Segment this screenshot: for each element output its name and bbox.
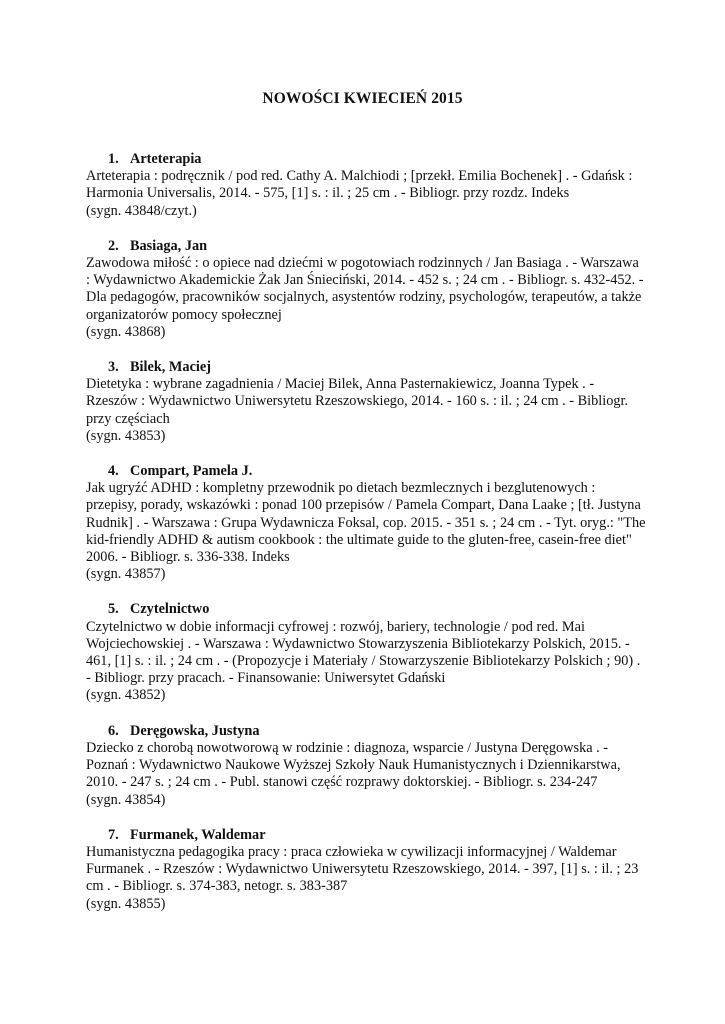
- entry-call-number: (sygn. 43854): [86, 791, 166, 808]
- entry-heading-text: Compart, Pamela J.: [130, 463, 253, 480]
- list-item: [86, 827, 646, 913]
- entry-list: [86, 151, 646, 931]
- entry-heading: [86, 238, 646, 255]
- list-item: [86, 601, 646, 704]
- entry-heading-text: Arteterapia: [130, 151, 202, 167]
- entry-call-number: (sygn. 43853): [86, 427, 166, 444]
- entry-heading: [86, 359, 646, 376]
- entry-number: 4.: [108, 463, 119, 480]
- entry-description: Dziecko z chorobą nowotworową w rodzinie : diagnoza, wsparcie / Justyna Deręgowska . - Poznań : Wydawnictwo Naukowe Wyższej Szkoły Nauk Humanistycznych i Dziennikarstwa, 2010. - 247 s. ; 24 cm . - Publ. stanowi część rozprawy doktorskiej. - Bibliogr. s. 234-247: [86, 739, 621, 791]
- entry-number: 7.: [108, 826, 119, 843]
- entry-number: 6.: [108, 722, 119, 739]
- entry-heading: [86, 601, 646, 618]
- entry-call-number: (sygn. 43852): [86, 687, 166, 704]
- entry-heading: [86, 723, 646, 740]
- entry-heading-text: Basiaga, Jan: [130, 237, 208, 254]
- list-item: [86, 238, 646, 341]
- entry-heading-text: Furmanek, Waldemar: [130, 826, 266, 843]
- entry-number: 1.: [108, 151, 119, 167]
- list-item: [86, 151, 646, 220]
- entry-number: 5.: [108, 601, 119, 618]
- list-item: [86, 723, 646, 809]
- entry-description: Dietetyka : wybrane zagadnienia / Maciej Bilek, Anna Pasternakiewicz, Joanna Typek . - Rzeszów : Wydawnictwo Uniwersytetu Rzeszowskiego, 2014. - 160 s. : il. ; 24 cm . - Bibliogr. przy częściach: [86, 376, 629, 427]
- entry-heading: [86, 827, 646, 844]
- entry-call-number: (sygn. 43857): [86, 566, 166, 583]
- page-title: NOWOŚCI KWIECIEŃ 2015: [262, 90, 463, 107]
- list-item: [86, 463, 646, 583]
- entry-call-number: (sygn. 43855): [86, 895, 166, 912]
- entry-description: Zawodowa miłość : o opiece nad dziećmi w pogotowiach rodzinnych / Jan Basiaga . - Warszawa : Wydawnictwo Akademickie Żak Jan Śnieciński, 2014. - 452 s. ; 24 cm . - Bibliogr. s. 432-452. - Dla pedagogów, pracowników socjalnych, asystentów rodziny, psychologów, terapeutów, a także organizatorów pomocy społecznej: [86, 255, 644, 323]
- list-item: [86, 359, 646, 445]
- entry-description: Jak ugryźć ADHD : kompletny przewodnik po dietach bezmlecznych i bezglutenowych : przepisy, porady, wskazówki : ponad 100 przepisów / Pamela Compart, Dana Laake ; [tł. Justyna Rudnik] . - Warszawa : Grupa Wydawnicza Foksal, cop. 2015. - 351 s. ; 24 cm . - Tyt. oryg.: "The kid-friendly ADHD & autism cookbook : the ultimate guide to the gluten-free, casein-free diet" 2006. - Bibliogr. s. 336-338. Indeks: [86, 480, 646, 566]
- entry-number: 3.: [108, 359, 119, 376]
- entry-heading: [86, 151, 646, 168]
- entry-call-number: (sygn. 43868): [86, 323, 166, 340]
- entry-heading-text: Deręgowska, Justyna: [130, 722, 260, 739]
- entry-heading-text: Czytelnictwo: [130, 601, 210, 618]
- entry-number: 2.: [108, 237, 119, 254]
- entry-call-number: (sygn. 43848/czyt.): [86, 202, 197, 219]
- entry-description: Arteterapia : podręcznik / pod red. Cathy A. Malchiodi ; [przekł. Emilia Bochenek] . - Gdańsk : Harmonia Universalis, 2014. - 575, [1] s. : il. ; 25 cm . - Bibliogr. przy rozdz. Indeks: [86, 168, 633, 202]
- entry-description: Czytelnictwo w dobie informacji cyfrowej : rozwój, bariery, technologie / pod red. Mai Wojciechowskiej . - Warszawa : Wydawnictwo Stowarzyszenia Bibliotekarzy Polskich, 2015. - 461, [1] s. : il. ; 24 cm . - (Propozycje i Materiały / Stowarzyszenie Bibliotekarzy Polskich ; 90) . - Bibliogr. przy pracach. - Finansowanie: Uniwersytet Gdański: [86, 618, 641, 687]
- entry-heading: [86, 463, 646, 480]
- entry-heading-text: Bilek, Maciej: [130, 359, 211, 376]
- entry-description: Humanistyczna pedagogika pracy : praca człowieka w cywilizacji informacyjnej / Waldemar Furmanek . - Rzeszów : Wydawnictwo Uniwersytetu Rzeszowskiego, 2014. - 397, [1] s. : il. ; 23 cm . - Bibliogr. s. 374-383, netogr. s. 383-387: [86, 843, 639, 895]
